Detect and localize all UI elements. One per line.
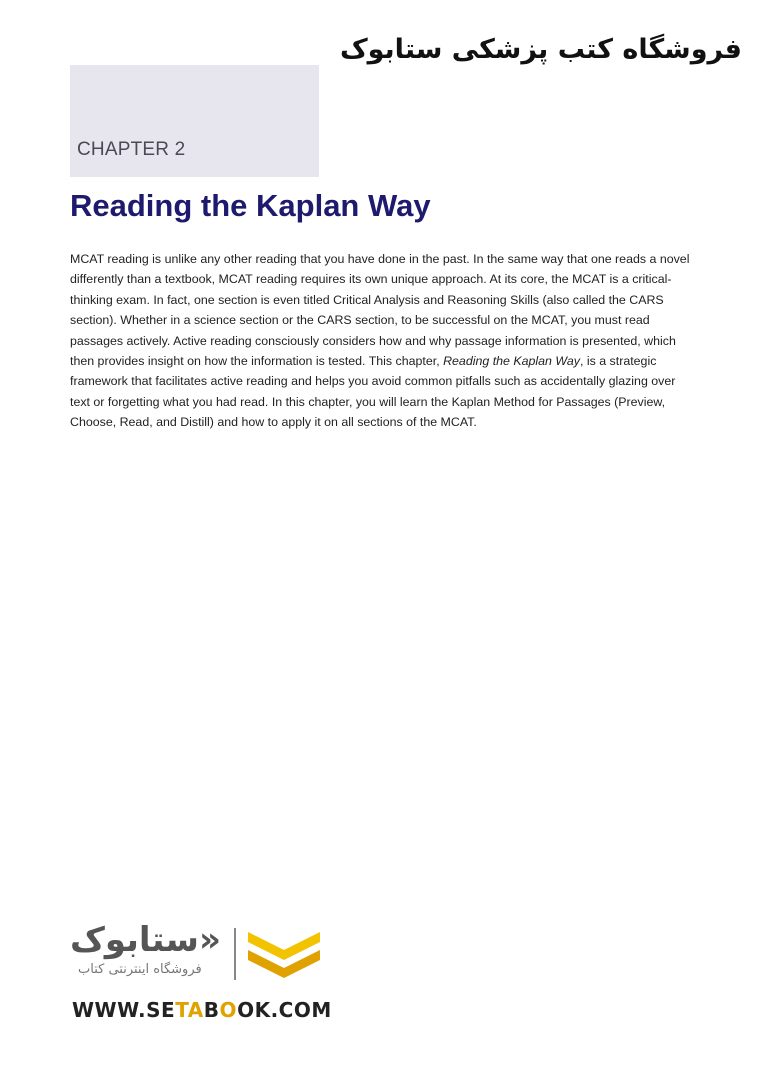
intro-text-after: , is a strategic framework that facilitates active reading and helps you avoid common pitfalls such as accidentally glazing over text or forgetting what you had read. In this chapter, you will learn the Kaplan Method for Passages (Preview, Choose, Read, and Distill) and how to apply it on all sections of the MCAT. bbox=[70, 354, 676, 430]
url-accent-2: O bbox=[219, 998, 238, 1022]
chapter-label: CHAPTER 2 bbox=[77, 139, 186, 160]
chapter-box bbox=[70, 65, 319, 177]
intro-text-before: MCAT reading is unlike any other reading that you have done in the past. In the same way that one reads a novel differently than a textbook, MCAT reading requires its own unique approach. At its core, the MCAT is a critical-thinking exam. In fact, one section is even titled Critical Analysis and Reasoning Skills (also called the CARS section). Whether in a science section or the CARS section, to be successful on the MCAT, you must read passages actively. Active reading consciously considers how and why passage information is presented, which then provides insight on how the information is tested. This chapter, bbox=[70, 252, 690, 369]
intro-paragraph bbox=[70, 249, 694, 433]
url-part-3: OK.COM bbox=[237, 998, 332, 1022]
store-header: فروشگاه کتب پزشکی ستابوک bbox=[339, 34, 742, 65]
book-chevron-icon bbox=[244, 924, 324, 984]
url-part-1: WWW.SE bbox=[72, 998, 176, 1022]
intro-emphasis: Reading the Kaplan Way bbox=[443, 354, 580, 369]
url-accent-1: TA bbox=[175, 998, 204, 1022]
logo-wordmark: «ستابوک bbox=[70, 920, 221, 960]
setabook-logo bbox=[60, 920, 330, 1030]
url-part-2: B bbox=[203, 998, 220, 1022]
footer-url bbox=[72, 998, 332, 1022]
logo-subtitle: فروشگاه اینترنتی کتاب bbox=[78, 962, 202, 977]
logo-divider bbox=[234, 928, 236, 980]
chapter-title: Reading the Kaplan Way bbox=[70, 188, 431, 223]
